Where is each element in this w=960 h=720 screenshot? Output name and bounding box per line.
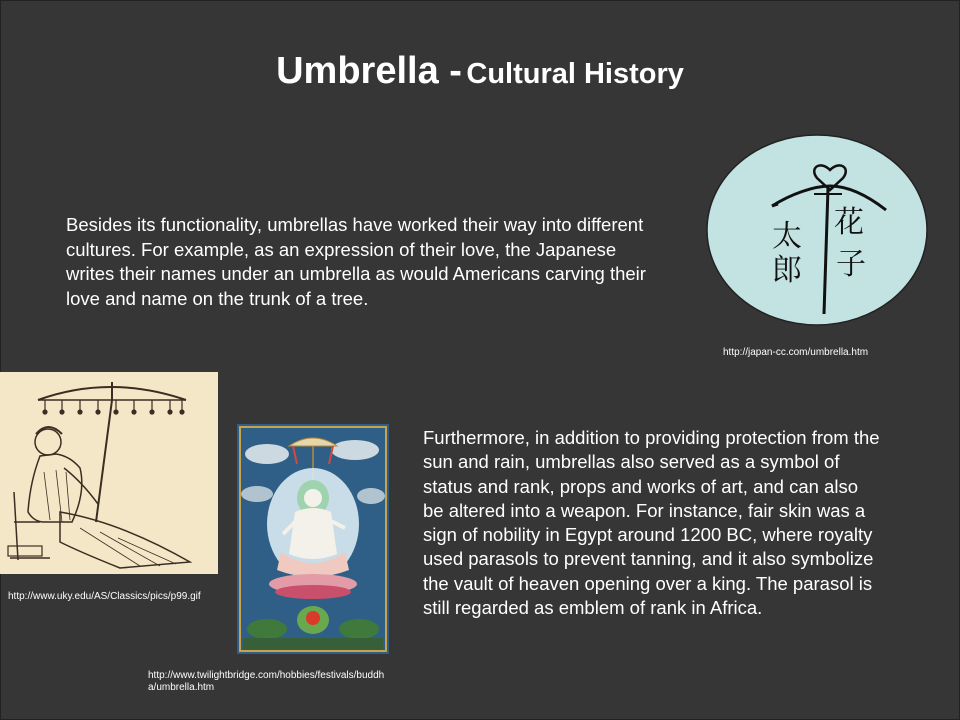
title-main: Umbrella - bbox=[276, 50, 462, 92]
greek-parasol-image bbox=[0, 372, 218, 574]
name-right-bottom: 子 bbox=[836, 247, 866, 282]
greek-parasol-drawing bbox=[0, 372, 218, 574]
name-left-top: 太 bbox=[772, 219, 802, 254]
love-umbrella-image bbox=[706, 134, 928, 326]
paragraph-japanese-love: Besides its functionality, umbrellas have worked their way into different cultures. For example, as an expression of their love, the Japanese writes their names under an umbrella as would Americans carving their love and name on the trunk of a tree. bbox=[66, 214, 646, 309]
title-sub: Cultural History bbox=[466, 58, 684, 90]
paragraph-status-symbol: Furthermore, in addition to providing protection from the sun and rain, umbrellas also served as a symbol of status and rank, props and works of art, and can also be altered into a weapon. For instance, fair skin was a sign of nobility in Egypt around 1200 BC, where royalty used parasols to prevent tanning, and it also symbolize the vault of heaven opening over a king. The parasol is still regarded as emblem of rank in Africa. bbox=[423, 427, 880, 619]
caption-love-umbrella: http://japan-cc.com/umbrella.htm bbox=[723, 347, 869, 358]
caption-greek-parasol: http://www.uky.edu/AS/Classics/pics/p99.gif bbox=[8, 591, 201, 602]
name-right-top: 花 bbox=[834, 205, 864, 240]
love-umbrella-drawing bbox=[706, 134, 928, 326]
name-left-bottom: 郎 bbox=[772, 253, 802, 288]
caption-buddha-umbrella: http://www.twilightbridge.com/hobbies/festivals/buddha/umbrella.htm bbox=[148, 670, 385, 693]
buddha-umbrella-drawing bbox=[237, 424, 389, 654]
buddha-umbrella-image bbox=[237, 424, 389, 654]
slide-title bbox=[0, 50, 960, 93]
